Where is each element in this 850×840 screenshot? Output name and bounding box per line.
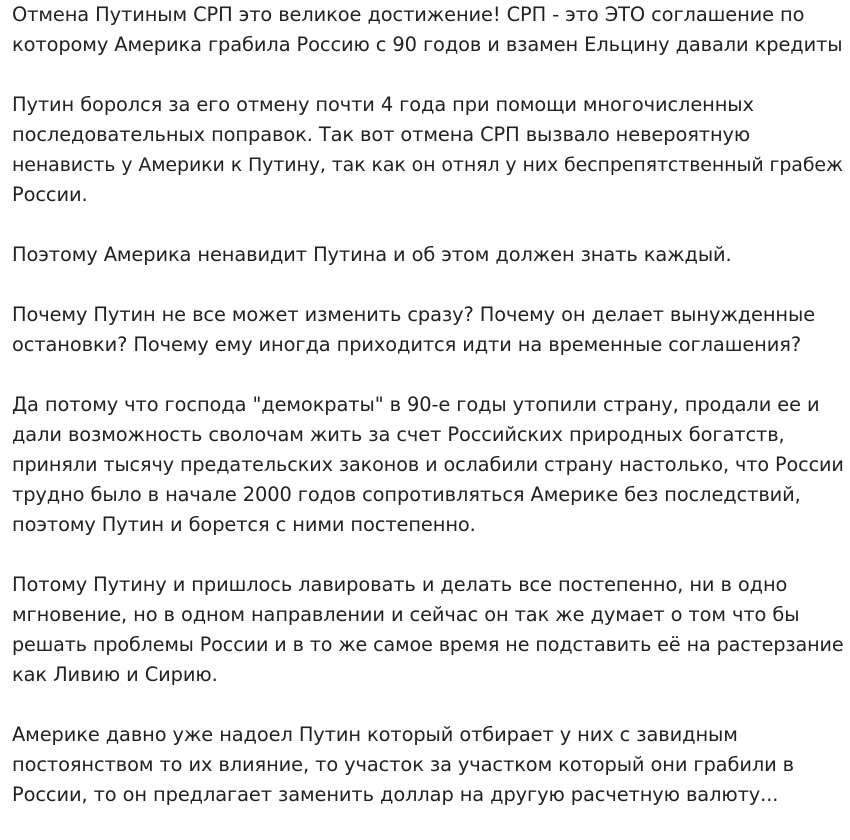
paragraph-1 (12, 0, 844, 60)
text-line: решать проблемы России и в то же самое время не подставить её на растерзание (12, 633, 844, 656)
text-line: Отмена Путиным СРП это великое достижение! СРП - это ЭТО соглашение по (12, 3, 805, 26)
text-line: приняли тысячу предательских законов и ослабили страну настолько, что России (12, 453, 844, 476)
text-line: ненависть у Америки к Путину, так как он отнял у них беспрепятственный грабеж (12, 154, 843, 176)
paragraph-6 (12, 570, 844, 690)
text-line: Да потому что господа "демократы" в 90-е годы утопили страну, продали ее и (12, 393, 820, 416)
text-line: Потому Путину и пришлось лавировать и делать все постепенно, ни в одно (12, 573, 788, 596)
paragraph-5 (12, 390, 844, 540)
text-line: Америке давно уже надоел Путин который отбирает у них с завидным (12, 723, 738, 746)
text-line: России, то он предлагает заменить доллар на другую расчетную валюту... (12, 783, 779, 806)
text-line: которому Америка грабила Россию с 90 годов и взамен Ельцину давали кредиты (12, 33, 843, 56)
text-line: Почему Путин не все может изменить сразу? Почему он делает вынужденные (12, 303, 816, 326)
text-line: Путин боролся за его отмену почти 4 года при помощи многочисленных (12, 93, 754, 116)
text-line: последовательных поправок. Так вот отмена СРП вызвало невероятную (12, 123, 751, 146)
text-line: поэтому Путин и борется с ними постепенно. (12, 513, 476, 536)
text-line: трудно было в начале 2000 годов сопротивляться Америке без последствий, (12, 483, 801, 506)
text-line: Поэтому Америка ненавидит Путина и об этом должен знать каждый. (12, 243, 732, 266)
text-line: постоянством то их влияние, то участок за участком который они грабили в (12, 753, 795, 776)
paragraph-7 (12, 720, 844, 810)
paragraph-2 (12, 90, 844, 210)
text-line: как Ливию и Сирию. (12, 663, 218, 686)
text-line: остановки? Почему ему иногда приходится идти на временные соглашения? (12, 333, 802, 356)
text-line: дали возможность сволочам жить за счет Российских природных богатств, (12, 423, 785, 446)
text-line: мгновение, но в одном направлении и сейчас он так же думает о том что бы (12, 603, 800, 626)
paragraph-3 (12, 240, 844, 270)
text-line: России. (12, 183, 88, 206)
paragraph-4 (12, 300, 844, 360)
post-body (12, 0, 844, 840)
